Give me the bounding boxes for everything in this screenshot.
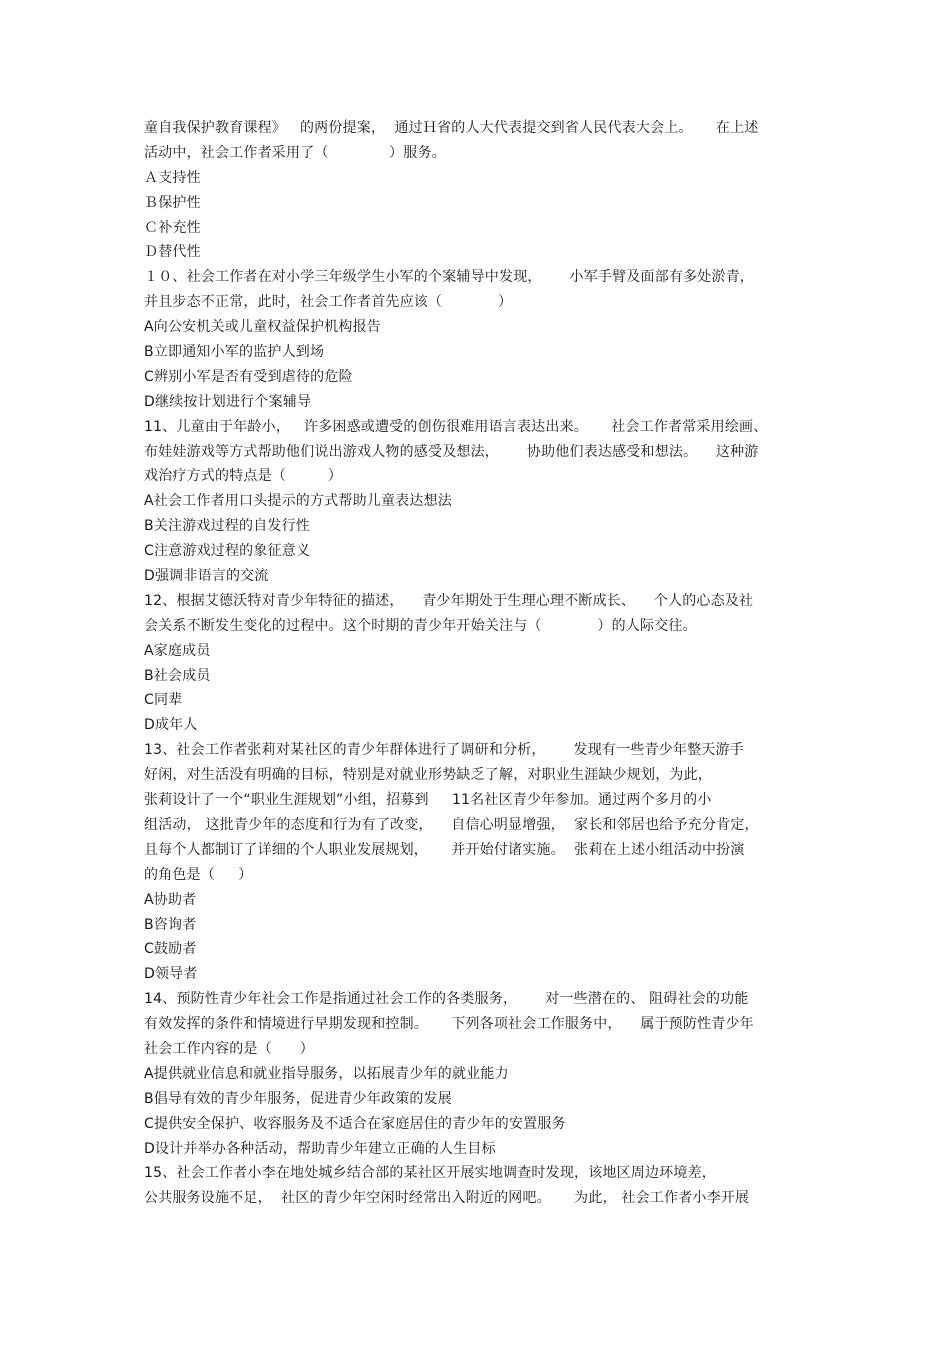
- option-line: D强调非语言的交流: [144, 568, 269, 585]
- option-line: D继续按计划进行个案辅导: [144, 393, 312, 410]
- option-line: B关注游戏过程的自发行性: [144, 518, 311, 535]
- option-line: A协助者: [144, 891, 197, 908]
- question-line: 13、社会工作者张莉对某社区的青少年群体进行了调研和分析， 发现有一些青少年整天游手: [144, 742, 744, 759]
- text-line: 社会工作内容的是（ ）: [144, 1040, 314, 1057]
- option-line: B社会成员: [144, 667, 211, 684]
- option-line: C辨别小军是否有受到虐待的危险: [144, 368, 353, 385]
- option-line: A向公安机关或儿童权益保护机构报告: [144, 319, 381, 336]
- option-line: A提供就业信息和就业指导服务，以拓展青少年的就业能力: [144, 1065, 509, 1082]
- text-line: 戏治疗方式的特点是（ ）: [144, 468, 343, 485]
- option-line: D设计并举办各种活动，帮助青少年建立正确的人生目标: [144, 1140, 496, 1157]
- document-body: [144, 116, 804, 1211]
- text-line: 并且步态不正常，此时，社会工作者首先应该（ ）: [144, 294, 513, 311]
- option-line: C同辈: [144, 692, 183, 709]
- text-line: 的角色是（ ）: [144, 866, 253, 883]
- text-line: 公共服务设施不足， 社区的青少年空闲时经常出入附近的网吧。 为此， 社会工作者小李开展: [144, 1190, 750, 1207]
- text-line: 且每个人都制订了详细的个人职业发展规划， 并开始付诸实施。 张莉在上述小组活动中扮演: [144, 841, 745, 858]
- text-line: 组活动， 这批青少年的态度和行为有了改变， 自信心明显增强， 家长和邻居也给予充分肯定，: [144, 816, 759, 833]
- option-line: Ｂ保护性: [144, 194, 201, 211]
- option-line: B立即通知小军的监护人到场: [144, 344, 325, 361]
- option-line: Ｄ替代性: [144, 244, 201, 261]
- question-line: 15、社会工作者小李在地处城乡结合部的某社区开展实地调查时发现，该地区周边环境差，: [144, 1165, 717, 1182]
- question-line: 12、根据艾德沃特对青少年特征的描述， 青少年期处于生理心理不断成长、 个人的心态及社: [144, 592, 754, 609]
- option-line: C提供安全保护、收容服务及不适合在家庭居住的青少年的安置服务: [144, 1115, 566, 1132]
- text-line: 童自我保护教育课程》 的两份提案， 通过Ｈ省的人大代表提交到省人民代表大会上。 在上述: [144, 120, 759, 136]
- option-line: Ａ支持性: [144, 169, 201, 186]
- option-line: B咨询者: [144, 916, 197, 933]
- option-line: Ｃ补充性: [144, 219, 201, 236]
- question-line: １０、社会工作者在对小学三年级学生小军的个案辅导中发现， 小军手臂及面部有多处淤青，: [144, 269, 755, 286]
- text-line: 活动中，社会工作者采用了（ ）服务。: [144, 144, 446, 161]
- text-line: 好闲，对生活没有明确的目标，特别是对就业形势缺乏了解，对职业生涯缺少规划，为此，: [144, 767, 712, 784]
- text-line: 张莉设计了一个“职业生涯规划”小组，招募到 11名社区青少年参加。通过两个多月的小: [144, 792, 712, 809]
- option-line: C鼓励者: [144, 941, 197, 958]
- text-line: 有效发挥的条件和情境进行早期发现和控制。 下列各项社会工作服务中， 属于预防性青少年: [144, 1016, 754, 1033]
- option-line: B倡导有效的青少年服务，促进青少年政策的发展: [144, 1090, 453, 1107]
- option-line: A家庭成员: [144, 642, 211, 659]
- option-line: D成年人: [144, 717, 198, 734]
- text-line: 布娃娃游戏等方式帮助他们说出游戏人物的感受及想法， 协助他们表达感受和想法。 这种游: [144, 443, 759, 460]
- text-line: 会关系不断发生变化的过程中。这个时期的青少年开始关注与（ ）的人际交往。: [144, 617, 697, 634]
- option-line: C注意游戏过程的象征意义: [144, 543, 311, 560]
- option-line: D领导者: [144, 966, 198, 983]
- option-line: A社会工作者用口头提示的方式帮助儿童表达想法: [144, 493, 452, 510]
- question-line: 11、儿童由于年龄小， 许多困惑或遭受的创伤很难用语言表达出来。 社会工作者常采用绘画、: [144, 418, 768, 435]
- question-line: 14、预防性青少年社会工作是指通过社会工作的各类服务， 对一些潜在的、 阻碍社会的功能: [144, 991, 749, 1008]
